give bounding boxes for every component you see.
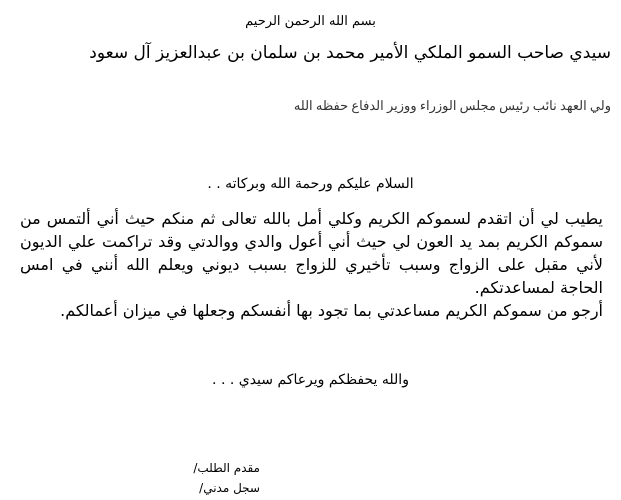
civil-record-label: سجل مدني/	[199, 481, 260, 495]
sender-block	[140, 458, 260, 498]
recipient-title: ولي العهد نائب رئيس مجلس الوزراء ووزير الدفاع حفظه الله	[293, 98, 611, 113]
sender-label: مقدم الطلب/	[193, 461, 260, 475]
body-paragraph-request: يطيب لي أن اتقدم لسموكم الكريم وكلي أمل بالله تعالى ثم منكم حيث أني ألتمس من سموكم الكريم بمد يد العون لي حيث أني أعول والدي ووالدتي وقد تراكمت علي الديون لأني مقبل على الزواج وسبب تأخيري للزواج بسبب ديوني ويعلم الله أنني في امس الحاجة لمساعدتكم.	[20, 209, 603, 297]
basmala-heading: بسم الله الرحمن الرحيم	[245, 14, 376, 29]
body-paragraph-plea: أرجو من سموكم الكريم مساعدتي بما تجود بها أنفسكم وجعلها في ميزان أعمالكم.	[60, 301, 603, 320]
greeting-line: السلام عليكم ورحمة الله وبركاته . .	[207, 176, 414, 192]
recipient-name: سيدي صاحب السمو الملكي الأمير محمد بن سلمان بن عبدالعزيز آل سعود	[89, 43, 611, 63]
closing-line: والله يحفظكم ويرعاكم سيدي . . .	[212, 372, 409, 388]
letter-body	[20, 207, 603, 322]
